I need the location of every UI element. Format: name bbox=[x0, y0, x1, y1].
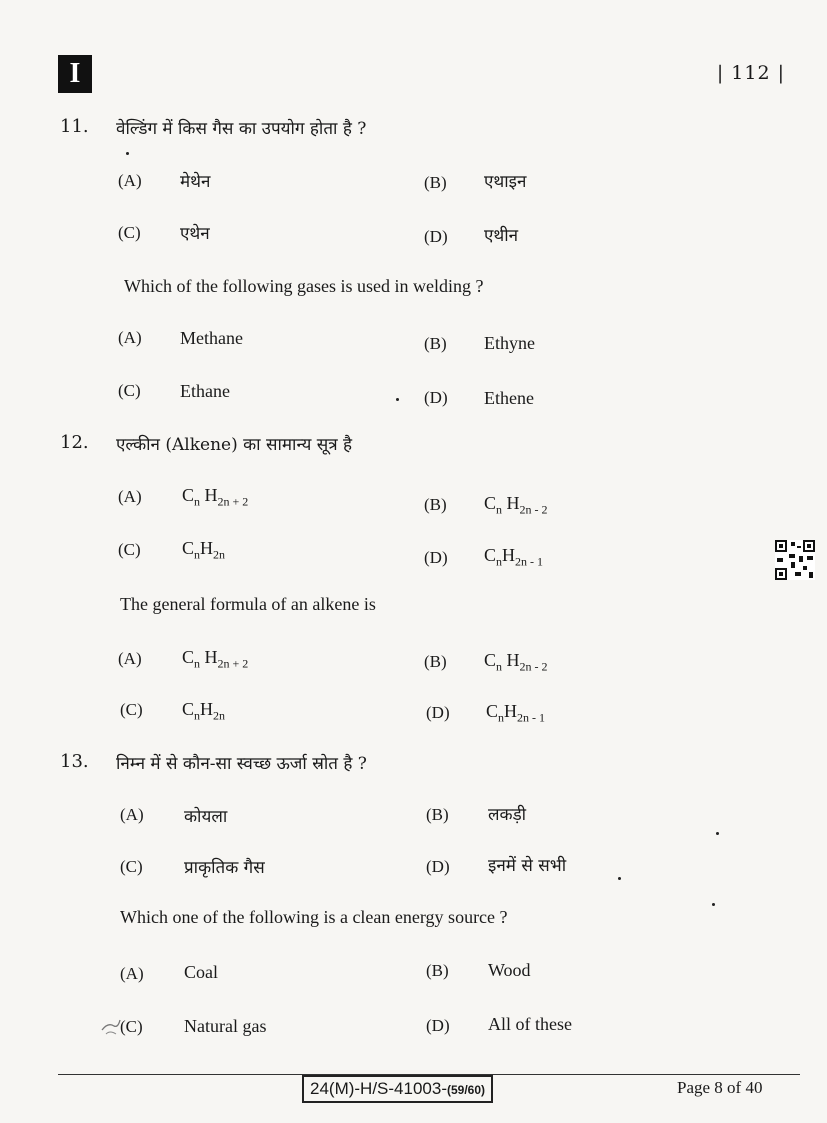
option-label: (B) bbox=[426, 805, 449, 824]
question-text-hindi: एल्कीन (Alkene) का सामान्य सूत्र है bbox=[116, 435, 353, 455]
formula: $C_n$ $H_{2n + 2}$ bbox=[182, 485, 249, 509]
option-label: (C) bbox=[118, 223, 141, 242]
option-text: Ethene bbox=[484, 388, 534, 408]
formula: $C_nH_{2n}$ bbox=[182, 699, 226, 723]
option-text: इनमें से सभी bbox=[488, 856, 567, 876]
stray-mark bbox=[126, 152, 129, 155]
option-text: Methane bbox=[180, 328, 243, 348]
option-label: (D) bbox=[426, 1016, 450, 1035]
option-label: (A) bbox=[118, 171, 142, 190]
option-label: (B) bbox=[424, 173, 447, 192]
option-text: Coal bbox=[184, 962, 218, 982]
option-label: (D) bbox=[424, 388, 448, 407]
option-label: (C) bbox=[120, 857, 143, 876]
option-text: एथीन bbox=[484, 226, 519, 246]
option-label: (D) bbox=[424, 548, 448, 567]
formula: $C_nH_{2n}$ bbox=[182, 538, 226, 562]
option-label: (C) bbox=[118, 540, 141, 559]
paper-code-text: 24(M)-H/S-41003- bbox=[310, 1079, 447, 1098]
option-label: (B) bbox=[424, 495, 447, 514]
stray-mark bbox=[716, 832, 719, 835]
option-text: Natural gas bbox=[184, 1016, 267, 1036]
option-text: Wood bbox=[488, 960, 531, 980]
section-badge bbox=[58, 55, 92, 93]
option-label: (C) bbox=[120, 1017, 143, 1036]
question-text-hindi: वेल्डिंग में किस गैस का उपयोग होता है ? bbox=[116, 119, 367, 139]
question-number: 12. bbox=[60, 432, 89, 453]
option-label: (D) bbox=[426, 857, 450, 876]
page-number: Page 8 of 40 bbox=[677, 1078, 763, 1097]
question-text-english: Which one of the following is a clean energy source ? bbox=[120, 907, 508, 927]
stray-mark bbox=[396, 398, 399, 401]
formula: $C_nH_{2n - 1}$ bbox=[484, 545, 544, 569]
question-text-english: Which of the following gases is used in welding ? bbox=[124, 276, 484, 296]
option-label: (B) bbox=[424, 334, 447, 353]
question-text-hindi: निम्न में से कौन-सा स्वच्छ ऊर्जा स्रोत है ? bbox=[116, 754, 367, 774]
option-text: लकड़ी bbox=[488, 805, 527, 825]
question-number: 13. bbox=[60, 751, 89, 772]
paper-code-suffix: (59/60) bbox=[447, 1083, 486, 1097]
page-reference: | 112 | bbox=[716, 62, 785, 84]
option-label: (A) bbox=[120, 964, 144, 983]
formula: $C_n$ $H_{2n - 2}$ bbox=[484, 650, 548, 674]
pencil-mark-icon bbox=[100, 1016, 124, 1038]
question-text-english: The general formula of an alkene is bbox=[120, 594, 376, 614]
option-label: (C) bbox=[118, 381, 141, 400]
option-label: (A) bbox=[118, 328, 142, 347]
option-label: (A) bbox=[120, 805, 144, 824]
formula: $C_n$ $H_{2n + 2}$ bbox=[182, 647, 249, 671]
option-text: Ethane bbox=[180, 381, 230, 401]
option-text: मेथेन bbox=[180, 172, 211, 192]
option-text: कोयला bbox=[184, 807, 228, 827]
option-label: (D) bbox=[426, 703, 450, 722]
option-text: एथेन bbox=[180, 224, 210, 244]
option-label: (A) bbox=[118, 649, 142, 668]
stray-mark bbox=[618, 877, 621, 880]
formula: $C_nH_{2n - 1}$ bbox=[486, 701, 546, 725]
formula: $C_n$ $H_{2n - 2}$ bbox=[484, 493, 548, 517]
stray-mark bbox=[712, 903, 715, 906]
option-text: एथाइन bbox=[484, 172, 527, 192]
section-label: I bbox=[69, 58, 81, 89]
question-number: 11. bbox=[60, 116, 89, 137]
option-text: प्राकृतिक गैस bbox=[184, 858, 265, 878]
option-label: (A) bbox=[118, 487, 142, 506]
option-label: (B) bbox=[424, 652, 447, 671]
option-label: (D) bbox=[424, 227, 448, 246]
option-text: Ethyne bbox=[484, 333, 535, 353]
option-text: All of these bbox=[488, 1014, 572, 1034]
option-label: (B) bbox=[426, 961, 449, 980]
qr-code-icon bbox=[775, 540, 815, 580]
paper-code bbox=[302, 1075, 493, 1103]
option-label: (C) bbox=[120, 700, 143, 719]
